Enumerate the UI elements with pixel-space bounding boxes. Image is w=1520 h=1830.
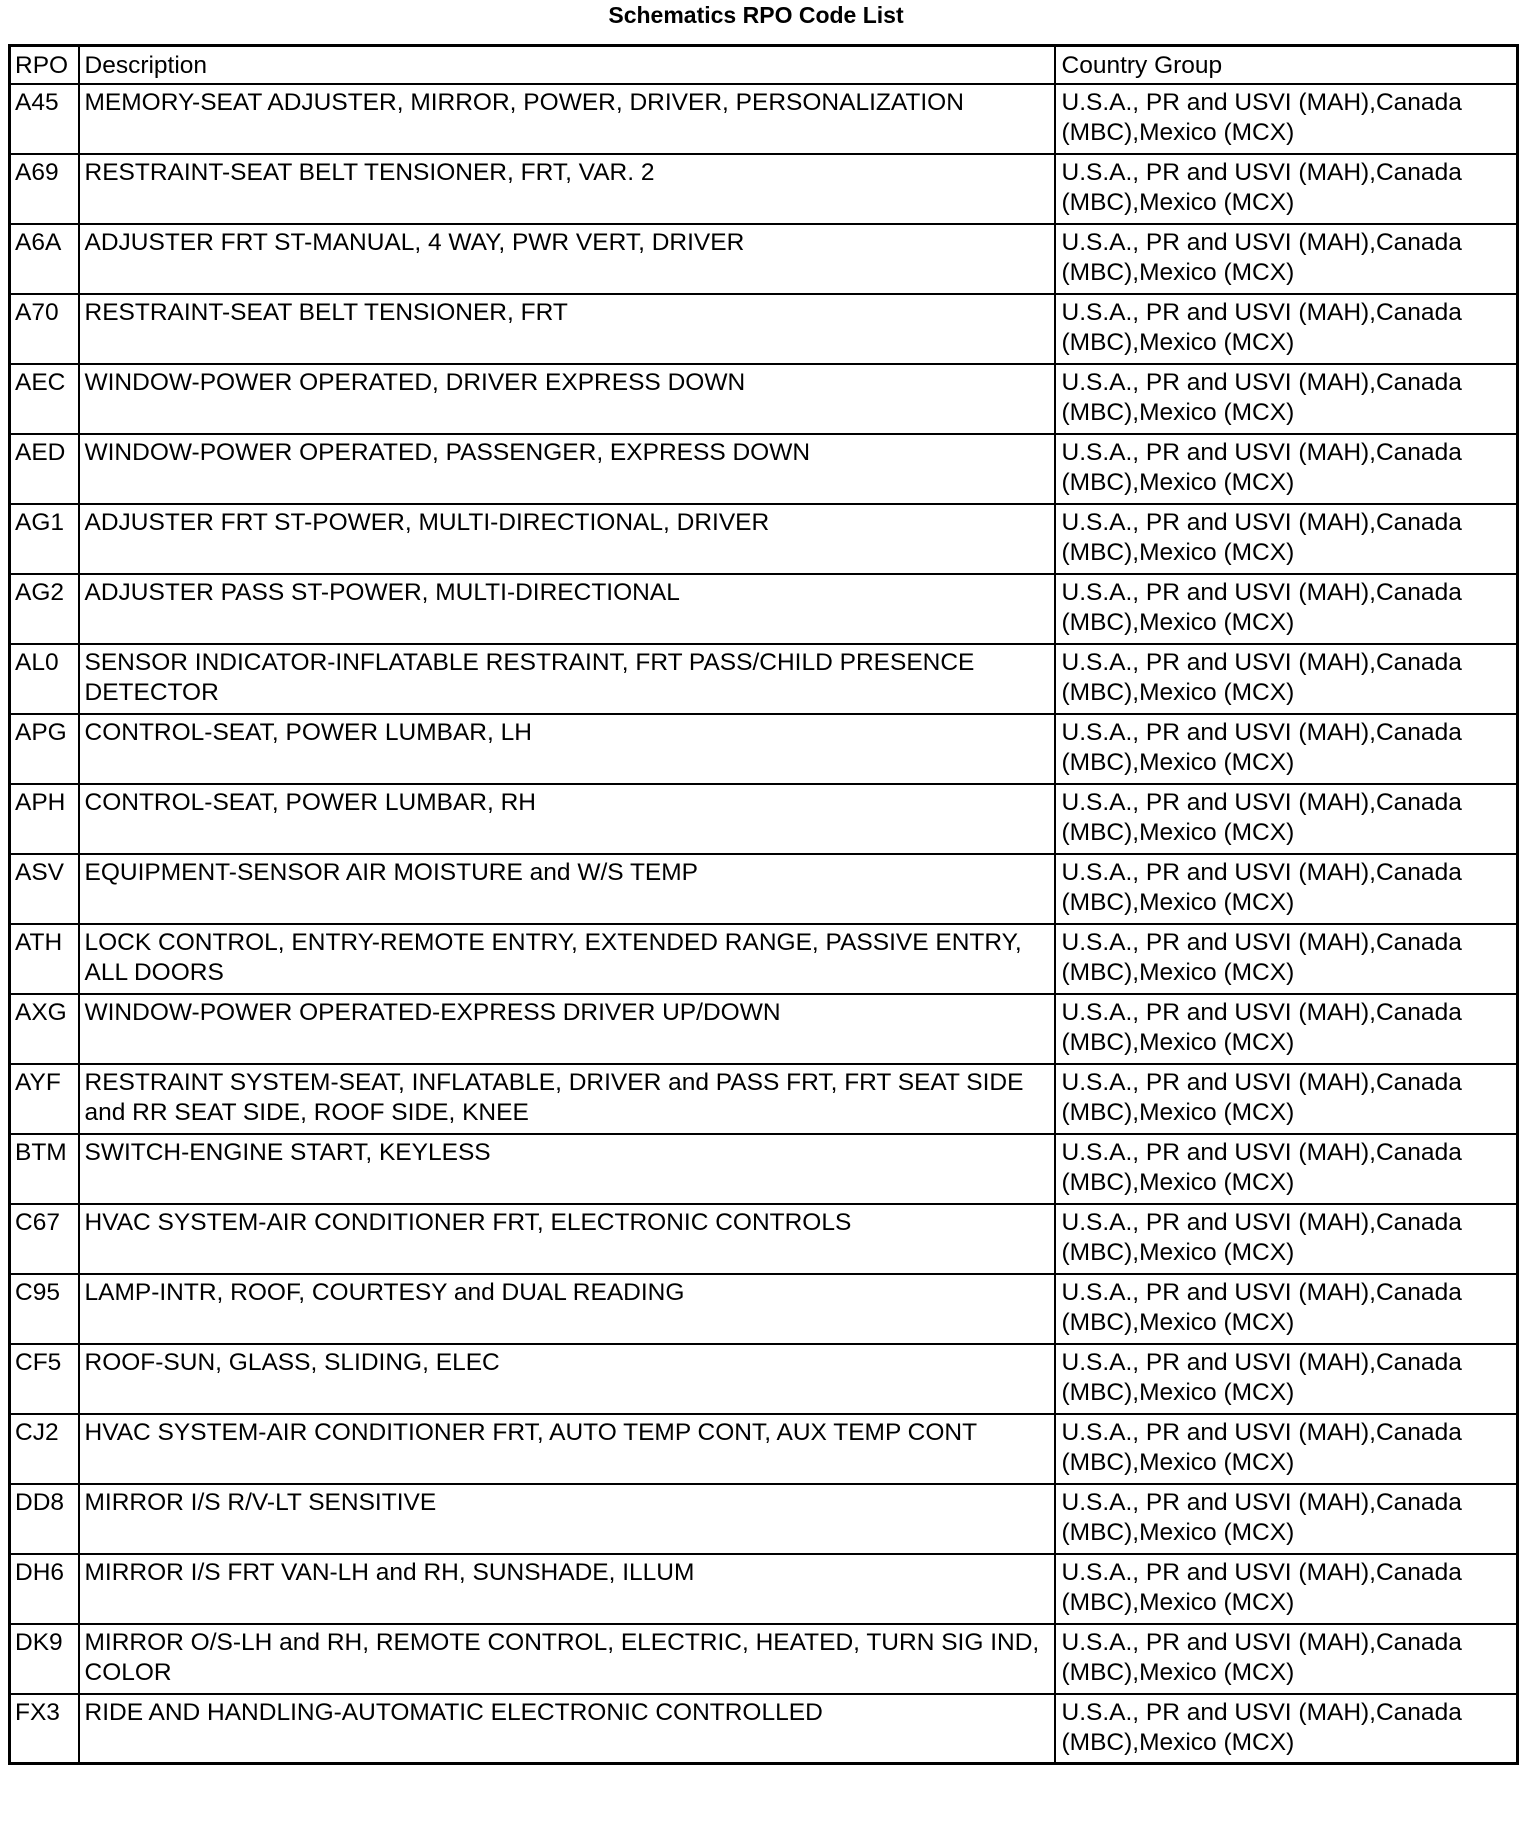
rpo-code-table bbox=[8, 44, 1519, 1765]
table-row bbox=[10, 1134, 1518, 1204]
rpo-cell: C67 bbox=[10, 1204, 79, 1274]
rpo-cell: A69 bbox=[10, 154, 79, 224]
description-cell: HVAC SYSTEM-AIR CONDITIONER FRT, ELECTRONIC CONTROLS bbox=[79, 1204, 1055, 1274]
description-cell: SWITCH-ENGINE START, KEYLESS bbox=[79, 1134, 1055, 1204]
table-row bbox=[10, 1344, 1518, 1414]
rpo-cell: AEC bbox=[10, 364, 79, 434]
table-row bbox=[10, 574, 1518, 644]
rpo-cell: FX3 bbox=[10, 1694, 79, 1764]
rpo-cell: C95 bbox=[10, 1274, 79, 1344]
country-group-cell: U.S.A., PR and USVI (MAH),Canada (MBC),Mexico (MCX) bbox=[1055, 1694, 1518, 1764]
country-group-cell: U.S.A., PR and USVI (MAH),Canada (MBC),Mexico (MCX) bbox=[1055, 924, 1518, 994]
table-row bbox=[10, 1694, 1518, 1764]
rpo-cell: DD8 bbox=[10, 1484, 79, 1554]
table-row bbox=[10, 154, 1518, 224]
rpo-cell: A6A bbox=[10, 224, 79, 294]
description-cell: RESTRAINT-SEAT BELT TENSIONER, FRT, VAR. 2 bbox=[79, 154, 1055, 224]
country-group-cell: U.S.A., PR and USVI (MAH),Canada (MBC),Mexico (MCX) bbox=[1055, 784, 1518, 854]
rpo-cell: ASV bbox=[10, 854, 79, 924]
country-group-cell: U.S.A., PR and USVI (MAH),Canada (MBC),Mexico (MCX) bbox=[1055, 84, 1518, 154]
table-row bbox=[10, 504, 1518, 574]
rpo-cell: AG1 bbox=[10, 504, 79, 574]
country-group-cell: U.S.A., PR and USVI (MAH),Canada (MBC),Mexico (MCX) bbox=[1055, 154, 1518, 224]
country-group-cell: U.S.A., PR and USVI (MAH),Canada (MBC),Mexico (MCX) bbox=[1055, 994, 1518, 1064]
description-cell: LAMP-INTR, ROOF, COURTESY and DUAL READING bbox=[79, 1274, 1055, 1344]
rpo-cell: AXG bbox=[10, 994, 79, 1064]
table-body bbox=[10, 84, 1518, 1764]
country-group-cell: U.S.A., PR and USVI (MAH),Canada (MBC),Mexico (MCX) bbox=[1055, 434, 1518, 504]
description-cell: MEMORY-SEAT ADJUSTER, MIRROR, POWER, DRIVER, PERSONALIZATION bbox=[79, 84, 1055, 154]
table-row bbox=[10, 1624, 1518, 1694]
description-cell: MIRROR I/S FRT VAN-LH and RH, SUNSHADE, ILLUM bbox=[79, 1554, 1055, 1624]
description-cell: LOCK CONTROL, ENTRY-REMOTE ENTRY, EXTENDED RANGE, PASSIVE ENTRY, ALL DOORS bbox=[79, 924, 1055, 994]
description-cell: ADJUSTER PASS ST-POWER, MULTI-DIRECTIONAL bbox=[79, 574, 1055, 644]
table-row bbox=[10, 784, 1518, 854]
description-cell: EQUIPMENT-SENSOR AIR MOISTURE and W/S TEMP bbox=[79, 854, 1055, 924]
header-row bbox=[10, 46, 1518, 84]
rpo-cell: AL0 bbox=[10, 644, 79, 714]
table-row bbox=[10, 644, 1518, 714]
country-group-cell: U.S.A., PR and USVI (MAH),Canada (MBC),Mexico (MCX) bbox=[1055, 224, 1518, 294]
table-row bbox=[10, 224, 1518, 294]
country-group-cell: U.S.A., PR and USVI (MAH),Canada (MBC),Mexico (MCX) bbox=[1055, 1554, 1518, 1624]
table-row bbox=[10, 1414, 1518, 1484]
country-group-cell: U.S.A., PR and USVI (MAH),Canada (MBC),Mexico (MCX) bbox=[1055, 1064, 1518, 1134]
country-group-cell: U.S.A., PR and USVI (MAH),Canada (MBC),Mexico (MCX) bbox=[1055, 1204, 1518, 1274]
description-cell: ADJUSTER FRT ST-POWER, MULTI-DIRECTIONAL, DRIVER bbox=[79, 504, 1055, 574]
country-group-cell: U.S.A., PR and USVI (MAH),Canada (MBC),Mexico (MCX) bbox=[1055, 574, 1518, 644]
table-row bbox=[10, 714, 1518, 784]
rpo-cell: APG bbox=[10, 714, 79, 784]
table-row bbox=[10, 994, 1518, 1064]
country-group-cell: U.S.A., PR and USVI (MAH),Canada (MBC),Mexico (MCX) bbox=[1055, 1134, 1518, 1204]
description-cell: WINDOW-POWER OPERATED, DRIVER EXPRESS DOWN bbox=[79, 364, 1055, 434]
description-cell: MIRROR O/S-LH and RH, REMOTE CONTROL, ELECTRIC, HEATED, TURN SIG IND, COLOR bbox=[79, 1624, 1055, 1694]
description-cell: WINDOW-POWER OPERATED, PASSENGER, EXPRESS DOWN bbox=[79, 434, 1055, 504]
country-group-cell: U.S.A., PR and USVI (MAH),Canada (MBC),Mexico (MCX) bbox=[1055, 504, 1518, 574]
rpo-cell: DH6 bbox=[10, 1554, 79, 1624]
table-row bbox=[10, 1484, 1518, 1554]
country-group-cell: U.S.A., PR and USVI (MAH),Canada (MBC),Mexico (MCX) bbox=[1055, 364, 1518, 434]
table-row bbox=[10, 1274, 1518, 1344]
table-row bbox=[10, 434, 1518, 504]
country-group-cell: U.S.A., PR and USVI (MAH),Canada (MBC),Mexico (MCX) bbox=[1055, 644, 1518, 714]
table-row bbox=[10, 1554, 1518, 1624]
rpo-cell: AYF bbox=[10, 1064, 79, 1134]
country-group-cell: U.S.A., PR and USVI (MAH),Canada (MBC),Mexico (MCX) bbox=[1055, 1344, 1518, 1414]
rpo-cell: ATH bbox=[10, 924, 79, 994]
description-cell: HVAC SYSTEM-AIR CONDITIONER FRT, AUTO TEMP CONT, AUX TEMP CONT bbox=[79, 1414, 1055, 1484]
description-cell: WINDOW-POWER OPERATED-EXPRESS DRIVER UP/DOWN bbox=[79, 994, 1055, 1064]
description-cell: RESTRAINT SYSTEM-SEAT, INFLATABLE, DRIVER and PASS FRT, FRT SEAT SIDE and RR SEAT SIDE, ROOF SIDE, KNEE bbox=[79, 1064, 1055, 1134]
description-cell: ADJUSTER FRT ST-MANUAL, 4 WAY, PWR VERT, DRIVER bbox=[79, 224, 1055, 294]
rpo-cell: CJ2 bbox=[10, 1414, 79, 1484]
rpo-cell: AG2 bbox=[10, 574, 79, 644]
table-row bbox=[10, 84, 1518, 154]
page-title: Schematics RPO Code List bbox=[608, 2, 904, 28]
description-cell: RIDE AND HANDLING-AUTOMATIC ELECTRONIC CONTROLLED bbox=[79, 1694, 1055, 1764]
country-group-cell: U.S.A., PR and USVI (MAH),Canada (MBC),Mexico (MCX) bbox=[1055, 1414, 1518, 1484]
table-header bbox=[10, 46, 1518, 84]
table-row bbox=[10, 1064, 1518, 1134]
table-row bbox=[10, 924, 1518, 994]
description-cell: ROOF-SUN, GLASS, SLIDING, ELEC bbox=[79, 1344, 1055, 1414]
table-row bbox=[10, 364, 1518, 434]
column-header-country-group: Country Group bbox=[1055, 46, 1518, 84]
table-row bbox=[10, 854, 1518, 924]
table-row bbox=[10, 1204, 1518, 1274]
country-group-cell: U.S.A., PR and USVI (MAH),Canada (MBC),Mexico (MCX) bbox=[1055, 294, 1518, 364]
rpo-cell: A70 bbox=[10, 294, 79, 364]
rpo-cell: CF5 bbox=[10, 1344, 79, 1414]
description-cell: SENSOR INDICATOR-INFLATABLE RESTRAINT, FRT PASS/CHILD PRESENCE DETECTOR bbox=[79, 644, 1055, 714]
country-group-cell: U.S.A., PR and USVI (MAH),Canada (MBC),Mexico (MCX) bbox=[1055, 1484, 1518, 1554]
description-cell: CONTROL-SEAT, POWER LUMBAR, RH bbox=[79, 784, 1055, 854]
country-group-cell: U.S.A., PR and USVI (MAH),Canada (MBC),Mexico (MCX) bbox=[1055, 1624, 1518, 1694]
country-group-cell: U.S.A., PR and USVI (MAH),Canada (MBC),Mexico (MCX) bbox=[1055, 854, 1518, 924]
rpo-cell: AED bbox=[10, 434, 79, 504]
rpo-cell: BTM bbox=[10, 1134, 79, 1204]
country-group-cell: U.S.A., PR and USVI (MAH),Canada (MBC),Mexico (MCX) bbox=[1055, 1274, 1518, 1344]
description-cell: CONTROL-SEAT, POWER LUMBAR, LH bbox=[79, 714, 1055, 784]
table-row bbox=[10, 294, 1518, 364]
country-group-cell: U.S.A., PR and USVI (MAH),Canada (MBC),Mexico (MCX) bbox=[1055, 714, 1518, 784]
rpo-cell: DK9 bbox=[10, 1624, 79, 1694]
description-cell: MIRROR I/S R/V-LT SENSITIVE bbox=[79, 1484, 1055, 1554]
column-header-description: Description bbox=[79, 46, 1055, 84]
column-header-rpo: RPO bbox=[10, 46, 79, 84]
description-cell: RESTRAINT-SEAT BELT TENSIONER, FRT bbox=[79, 294, 1055, 364]
rpo-cell: APH bbox=[10, 784, 79, 854]
rpo-cell: A45 bbox=[10, 84, 79, 154]
